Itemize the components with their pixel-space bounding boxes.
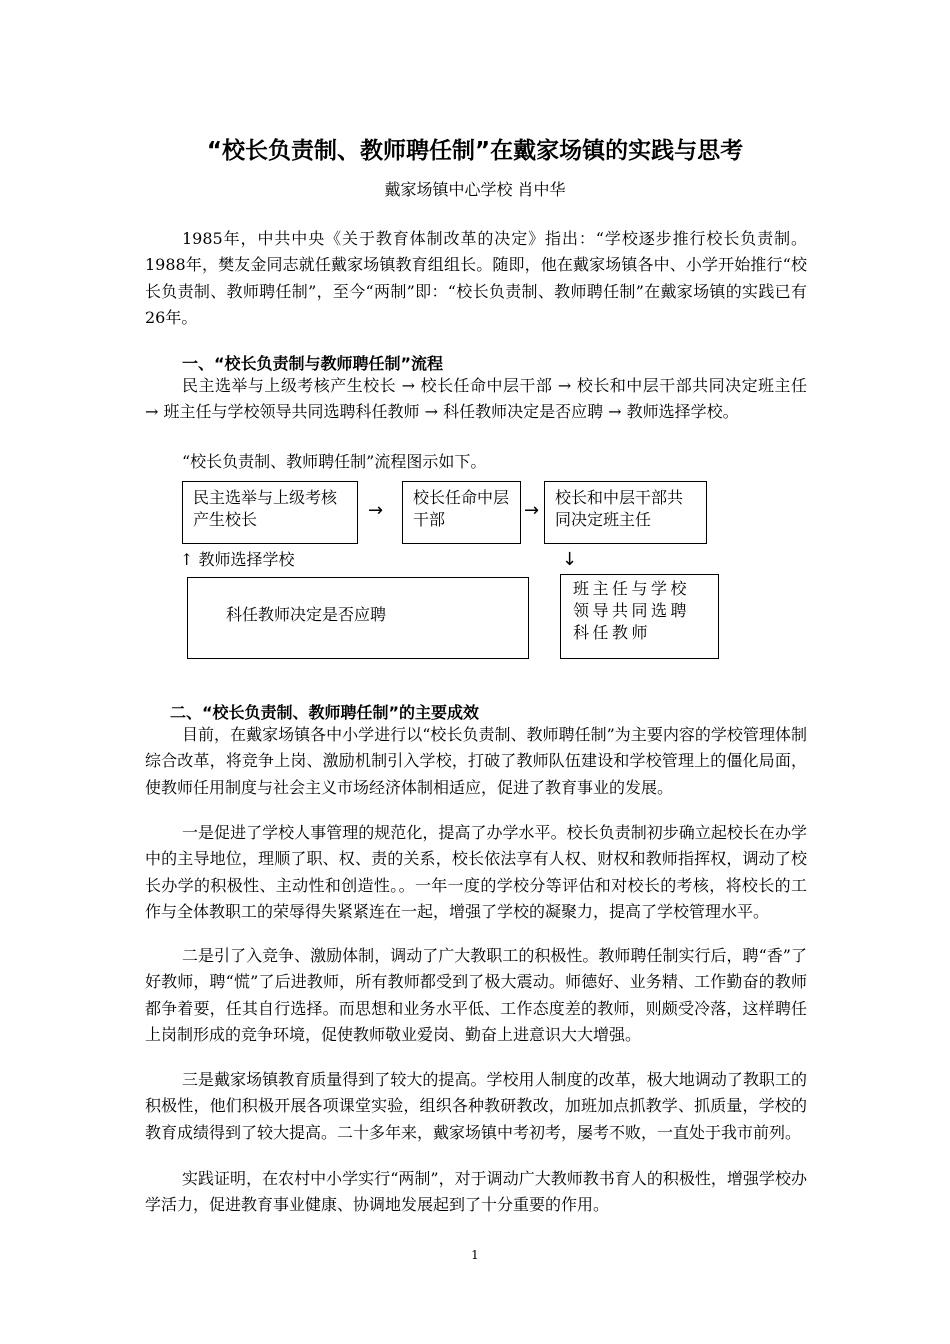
flow-box-elect-principal: 民主选举与上级考核产生校长	[182, 481, 358, 544]
section-1-heading: 一、“校长负责制与教师聘任制”流程	[182, 354, 444, 373]
flow-box-teacher-decide: 科任教师决定是否应聘	[187, 577, 529, 659]
flow-box-decide-headteacher: 校长和中层干部共同决定班主任	[544, 481, 707, 544]
intro-paragraph: 1985年，中共中央《关于教育体制改革的决定》指出：“学校逐步推行校长负责制。1988年，樊友金同志就任戴家场镇教育组组长。随即，他在戴家场镇各中、小学开始推行“校长负责制、教师聘任制”，至今“两制”即：“校长负责制、教师聘任制”在戴家场镇的实践已有26年。	[145, 229, 807, 327]
page-number: 1	[471, 1248, 479, 1262]
section-2-paragraph-1: 目前，在戴家场镇各中小学进行以“校长负责制、教师聘任制”为主要内容的学校管理体制综合改革，将竞争上岗、激励机制引入学校，打破了教师队伍建设和学校管理上的僵化局面，使教师任用制度与社会主义市场经济体制相适应，促进了教育事业的发展。	[145, 725, 807, 797]
flow-label-teacher-choose-school: ↑ 教师选择学校	[180, 550, 295, 569]
flow-text-paragraph: 民主选举与上级考核产生校长 → 校长任命中层干部 → 校长和中层干部共同决定班主任 → 班主任与学校领导共同选聘科任教师 → 科任教师决定是否应聘 → 教师选择学校。	[145, 376, 807, 422]
document-title: “校长负责制、教师聘任制”在戴家场镇的实践与思考	[206, 138, 744, 164]
flow-arrow-right-2: →	[524, 500, 540, 521]
author-line: 戴家场镇中心学校 肖中华	[384, 180, 566, 199]
flow-box-appoint-middle: 校长任命中层干部	[402, 481, 521, 544]
section-2-paragraph-2: 一是促进了学校人事管理的规范化，提高了办学水平。校长负责制初步确立起校长在办学中的主导地位，理顺了职、权、责的关系，校长依法享有人权、财权和教师指挥权，调动了校长办学的积极性、主动性和创造性。。一年一度的学校分等评估和对校长的考核，将校长的工作与全体教职工的荣辱得失紧紧连在一起，增强了学校的凝聚力，提高了学校管理水平。	[145, 823, 807, 921]
diagram-intro-paragraph: “校长负责制、教师聘任制”流程图示如下。	[182, 452, 487, 471]
section-2-paragraph-4: 三是戴家场镇教育质量得到了较大的提高。学校用人制度的改革，极大地调动了教职工的积极性，他们积极开展各项课堂实验，组织各种教研教改，加班加点抓教学、抓质量，学校的教育成绩得到了较大提高。二十多年来，戴家场镇中考初考，屡考不败，一直处于我市前列。	[145, 1070, 807, 1142]
section-2-paragraph-5: 实践证明，在农村中小学实行“两制”，对于调动广大教师教书育人的积极性，增强学校办学活力，促进教育事业健康、协调地发展起到了十分重要的作用。	[145, 1169, 807, 1215]
flow-box-select-teachers: 班主任与学校领导共同选聘科任教师	[560, 574, 719, 659]
section-2-heading: 二、“校长负责制、教师聘任制”的主要成效	[170, 703, 480, 722]
section-2-paragraph-3: 二是引了入竞争、激励体制，调动了广大教职工的积极性。教师聘任制实行后，聘“香”了好教师，聘“慌”了后进教师，所有教师都受到了极大震动。师德好、业务精、工作勤奋的教师都争着要，任其自行选择。而思想和业务水平低、工作态度差的教师，则颇受冷落，这样聘任上岗制形成的竞争环境，促使教师敬业爱岗、勤奋上进意识大大增强。	[145, 946, 807, 1044]
flow-arrow-down: ↓	[562, 549, 578, 570]
flow-arrow-right-1: →	[368, 500, 384, 521]
